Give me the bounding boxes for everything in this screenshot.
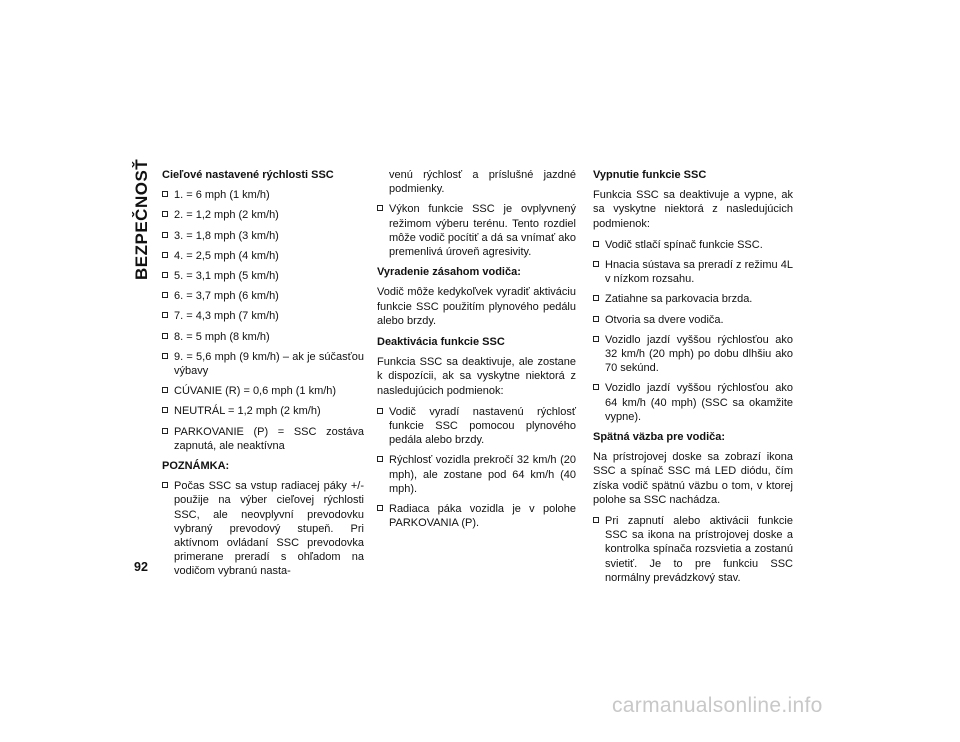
list-item: 7. = 4,3 mph (7 km/h) — [162, 309, 364, 323]
checkbox-bullet-icon — [593, 336, 599, 342]
checkbox-bullet-icon — [593, 517, 599, 523]
list-item-continuation: venú rýchlosť a príslušné jazdné podmienky. — [389, 169, 576, 196]
target-speeds-heading: Cieľové nastavené rýchlosti SSC — [162, 169, 334, 181]
list-item: 4. = 2,5 mph (4 km/h) — [162, 249, 364, 263]
list-item: 8. = 5 mph (8 km/h) — [162, 330, 364, 344]
list-item: Vodič vyradí nastavenú rýchlosť funkcie SSC pomocou plynového pedála alebo brzdy. — [377, 405, 576, 448]
feedback-paragraph: Na prístrojovej doske sa zobrazí ikona SSC a spínač SSC má LED diódu, čím získa vodič spätnú väzbu o tom, v ktorej polohe sa SSC nachádza. — [593, 451, 793, 506]
checkbox-bullet-icon — [593, 241, 599, 247]
deactivation-heading: Deaktivácia funkcie SSC — [377, 336, 505, 349]
deactivation-paragraph: Funkcia SSC sa deaktivuje, ale zostane k dispozícii, ak sa vyskytne niektorá z nasledujúcich podmienok: — [377, 356, 576, 397]
checkbox-bullet-icon — [377, 408, 383, 414]
list-item: 6. = 3,7 mph (6 km/h) — [162, 289, 364, 303]
checkbox-bullet-icon — [162, 272, 168, 278]
list-item: Pri zapnutí alebo aktivácii funkcie SSC sa ikona na prístrojovej doske a kontrolka spínača rozsvietia a zostanú svietiť. Je to pre funkciu SSC normálny prevádzkový stav. — [593, 514, 793, 585]
checkbox-bullet-icon — [162, 211, 168, 217]
checkbox-bullet-icon — [377, 505, 383, 511]
list-item: 3. = 1,8 mph (3 km/h) — [162, 229, 364, 243]
list-item: NEUTRÁL = 1,2 mph (2 km/h) — [162, 404, 364, 418]
section-tab: BEZPEČNOSŤ — [132, 158, 151, 280]
target-speeds-list — [162, 188, 364, 453]
list-item: 1. = 6 mph (1 km/h) — [162, 188, 364, 202]
column-2 — [377, 168, 576, 536]
note-list — [162, 479, 364, 578]
list-item: Hnacia sústava sa preradí z režimu 4L v nízkom rozsahu. — [593, 258, 793, 286]
checkbox-bullet-icon — [162, 482, 168, 488]
list-item: 2. = 1,2 mph (2 km/h) — [162, 208, 364, 222]
column-3 — [593, 168, 793, 591]
checkbox-bullet-icon — [377, 456, 383, 462]
list-item: Vodič stlačí spínač funkcie SSC. — [593, 238, 793, 252]
checkbox-bullet-icon — [593, 384, 599, 390]
feedback-heading: Spätná väzba pre vodiča: — [593, 431, 726, 444]
switch-off-heading: Vypnutie funkcie SSC — [593, 169, 707, 181]
checkbox-bullet-icon — [162, 387, 168, 393]
switch-off-paragraph: Funkcia SSC sa deaktivuje a vypne, ak sa vyskytne niektorá z nasledujúcich podmienok: — [593, 189, 793, 230]
list-item: Počas SSC sa vstup radiacej páky +/- použije na výber cieľovej rýchlosti SSC, ale neovplyvní prevodovku vybraný prevodový stupeň. Pri aktívnom ovládaní SSC prevodovka primerane preradí s ohľadom na vodičom vybranú nasta- — [162, 479, 364, 578]
override-heading: Vyradenie zásahom vodiča: — [377, 266, 521, 279]
feedback-list — [593, 514, 793, 585]
list-item: CÚVANIE (R) = 0,6 mph (1 km/h) — [162, 384, 364, 398]
checkbox-bullet-icon — [593, 316, 599, 322]
list-item: Radiaca páka vozidla je v polohe PARKOVANIA (P). — [377, 502, 576, 530]
list-item: PARKOVANIE (P) = SSC zostáva zapnutá, ale neaktívna — [162, 425, 364, 453]
checkbox-bullet-icon — [162, 428, 168, 434]
checkbox-bullet-icon — [162, 232, 168, 238]
checkbox-bullet-icon — [162, 353, 168, 359]
note-list-continued — [377, 168, 576, 259]
list-item: Rýchlosť vozidla prekročí 32 km/h (20 mph), ale zostane pod 64 km/h (40 mph). — [377, 453, 576, 496]
checkbox-bullet-icon — [377, 205, 383, 211]
column-1 — [162, 168, 364, 585]
list-item: Vozidlo jazdí vyššou rýchlosťou ako 32 km/h (20 mph) po dobu dlhšiu ako 70 sekúnd. — [593, 333, 793, 376]
deactivation-list — [377, 405, 576, 531]
checkbox-bullet-icon — [162, 252, 168, 258]
checkbox-bullet-icon — [162, 292, 168, 298]
page-number: 92 — [134, 560, 148, 574]
list-item: 9. = 5,6 mph (9 km/h) – ak je súčasťou výbavy — [162, 350, 364, 378]
checkbox-bullet-icon — [162, 333, 168, 339]
checkbox-bullet-icon — [162, 191, 168, 197]
list-item: Zatiahne sa parkovacia brzda. — [593, 292, 793, 306]
list-item: 5. = 3,1 mph (5 km/h) — [162, 269, 364, 283]
switch-off-list — [593, 238, 793, 424]
list-item: Výkon funkcie SSC je ovplyvnený režimom výberu terénu. Tento rozdiel môže vodič pocítiť a dá sa vnímať ako premenlivá úroveň agresivity. — [377, 202, 576, 259]
list-item: Otvoria sa dvere vodiča. — [593, 313, 793, 327]
checkbox-bullet-icon — [162, 407, 168, 413]
checkbox-bullet-icon — [162, 312, 168, 318]
checkbox-bullet-icon — [593, 261, 599, 267]
watermark: carmanualsonline.info — [612, 694, 823, 717]
override-paragraph: Vodič môže kedykoľvek vyradiť aktiváciu funkcie SSC použitím plynového pedálu alebo brzdy. — [377, 286, 576, 327]
list-item: Vozidlo jazdí vyššou rýchlosťou ako 64 km/h (40 mph) (SSC sa okamžite vypne). — [593, 381, 793, 424]
note-heading: POZNÁMKA: — [162, 460, 230, 473]
checkbox-bullet-icon — [593, 295, 599, 301]
